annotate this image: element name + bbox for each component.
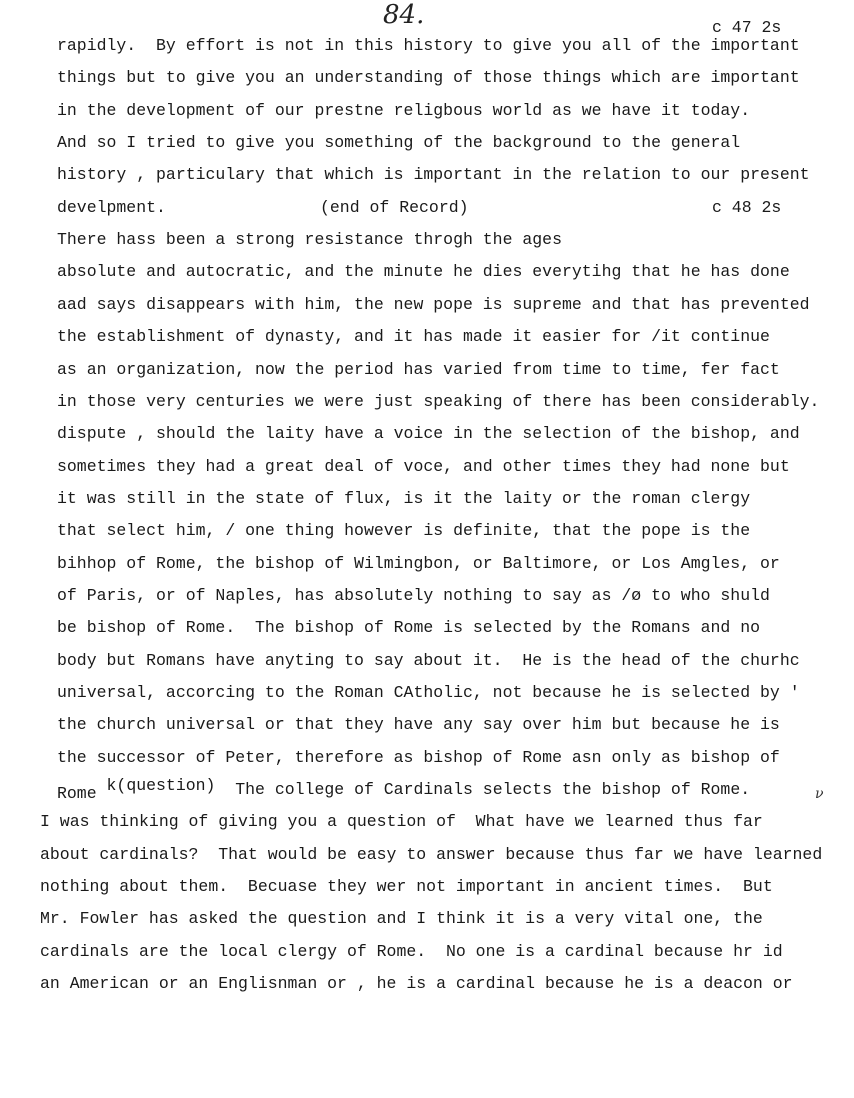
- text-line: rapidly. By effort is not in this history to give you all of the important: [57, 36, 800, 55]
- margin-check-mark: ν: [815, 786, 824, 802]
- end-of-record-line: [0, 192, 854, 224]
- text-line: things but to give you an understanding of those things which are important: [57, 68, 800, 88]
- text-line: dispute , should the laity have a voice in the selection of the bishop, and: [57, 424, 800, 444]
- end-of-record-note: (end of Record): [320, 197, 469, 217]
- question-marker: k(question): [106, 776, 216, 796]
- text-line: the successor of Peter, therefore as bishop of Rome asn only as bishop of: [57, 747, 780, 767]
- text-fragment: Rome: [57, 784, 97, 804]
- text-line: sometimes they had a great deal of voce, and other times they had none but: [57, 456, 790, 476]
- text-line: bihhop of Rome, the bishop of Wilmingbon, or Baltimore, or Los Amgles, or: [57, 553, 780, 573]
- text-line: absolute and autocratic, and the minute he dies everytihg that he has done: [57, 262, 790, 282]
- text-line: I was thinking of giving you a question of What have we learned thus far: [40, 812, 763, 832]
- text-line: that select him, / one thing however is definite, that the pope is the: [57, 521, 751, 541]
- text-line: it was still in the state of flux, is it the laity or the roman clergy: [57, 488, 751, 508]
- text-line: the church universal or that they have any say over him but because he is: [57, 715, 780, 735]
- text-line: body but Romans have anyting to say about it. He is the head of the churhc: [57, 650, 800, 670]
- record-reference: c 48 2s: [712, 197, 782, 217]
- text-line: be bishop of Rome. The bishop of Rome is selected by the Romans and no: [57, 618, 761, 638]
- record-reference-top: c 47 2s: [712, 18, 782, 37]
- text-line: aad says disappears with him, the new pope is supreme and that has prevented: [57, 294, 810, 314]
- text-line: There hass been a strong resistance throgh the ages: [57, 230, 562, 250]
- text-fragment: The college of Cardinals selects the bishop of Rome.: [235, 780, 751, 800]
- text-line: And so I tried to give you something of the background to the general: [57, 133, 741, 153]
- text-line: about cardinals? That would be easy to answer because thus far we have learned: [40, 844, 823, 864]
- text-line: cardinals are the local clergy of Rome. No one is a cardinal because hr id: [40, 941, 783, 961]
- text-line: history , particulary that which is important in the relation to our present: [57, 165, 810, 185]
- text-line: an American or an Englisnman or , he is a cardinal because he is a deacon or: [40, 974, 793, 994]
- text-line: in the development of our prestne religbous world as we have it today.: [57, 100, 751, 120]
- text-line: the establishment of dynasty, and it has made it easier for /it continue: [57, 327, 770, 347]
- question-line: [57, 774, 750, 806]
- text-line: nothing about them. Becuase they wer not important in ancient times. But: [40, 877, 773, 897]
- text-line: as an organization, now the period has varied from time to time, fer fact: [57, 359, 780, 379]
- text-line: of Paris, or of Naples, has absolutely nothing to say as /ø to who shuld: [57, 585, 770, 605]
- handwritten-page-number: 84.: [383, 0, 425, 30]
- text-line: universal, accorcing to the Roman CAtholic, not because he is selected by ': [57, 683, 800, 702]
- text-fragment: develpment.: [57, 197, 166, 217]
- text-line: in those very centuries we were just speaking of there has been considerably.: [57, 391, 820, 411]
- text-line: Mr. Fowler has asked the question and I think it is a very vital one, the: [40, 909, 763, 929]
